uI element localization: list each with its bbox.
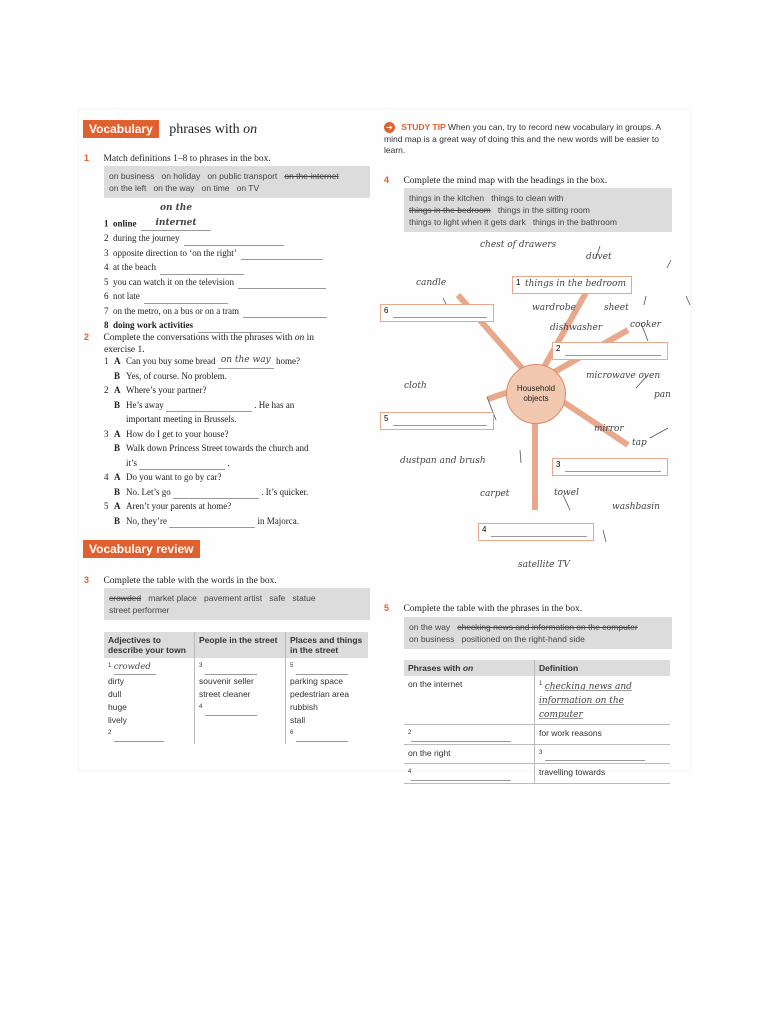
box-word: on business <box>409 634 455 644</box>
speaker: A <box>114 472 121 482</box>
table-row <box>404 724 670 744</box>
ex3-answer-1[interactable]: crowded <box>114 661 156 675</box>
box-word: pavement artist <box>204 593 263 603</box>
ex1-instruction: Match definitions 1–8 to phrases in the box. <box>103 154 271 164</box>
phrase-cell <box>404 676 535 724</box>
box-word: things to light when it gets dark <box>409 217 526 227</box>
ex3-col-adjectives: $^1$ crowded dirty dull huge lively $^2$ <box>104 658 195 744</box>
blank-number: 4 <box>408 769 412 776</box>
box-word: things to clean with <box>491 193 564 203</box>
ex2-line <box>104 353 374 369</box>
ex1-box-line1 <box>109 170 365 182</box>
box-word: statue <box>292 593 316 603</box>
line-text: important meeting in Brussels. <box>126 414 237 424</box>
box-word: on the way <box>153 183 195 193</box>
mm-word-mirror: mirror <box>594 424 624 434</box>
speaker: B <box>114 443 121 453</box>
mind-map-box-4[interactable]: 4 <box>478 523 594 541</box>
mind-map-box-3[interactable]: 3 <box>552 458 668 476</box>
vocabulary-badge: Vocabulary <box>83 120 159 138</box>
blank-number: 2 <box>408 729 412 736</box>
phrase-text: on the internet <box>408 679 463 689</box>
item-text: on the metro, on a bus or on a tram <box>113 305 239 316</box>
ex3-box-line2: street performer <box>109 605 170 615</box>
ex2-line <box>104 369 374 384</box>
ex1-item <box>104 275 374 290</box>
item-answer-blank[interactable]: on the internet <box>141 201 211 231</box>
ex1-item <box>104 260 374 275</box>
item-number: 5 <box>104 276 109 287</box>
mind-map-box-5[interactable]: 5 <box>380 412 494 430</box>
ex2-line <box>104 427 374 442</box>
ex1-item <box>104 231 374 246</box>
ex3-box-line1 <box>109 592 365 604</box>
speaker: B <box>114 370 121 381</box>
mm-word-cloth: cloth <box>404 381 427 391</box>
ex3-header <box>83 540 200 558</box>
speaker: A <box>114 356 121 366</box>
ex3-header-adjectives: Adjectives to describe your town <box>104 632 195 658</box>
table-cell-word: lively <box>108 714 127 725</box>
worksheet-page <box>78 108 692 778</box>
ex3-header-places: Places and things in the street <box>286 632 369 658</box>
line-number: 2 <box>104 385 109 395</box>
ex1-item <box>104 201 374 231</box>
ex3-word-box <box>104 588 370 620</box>
mm-word-dishwasher: dishwasher <box>550 323 603 333</box>
line-text: Aren’t your parents at home? <box>126 501 232 511</box>
table-row <box>404 764 670 784</box>
ex1-item <box>104 289 374 304</box>
mm-word-candle: candle <box>416 278 447 288</box>
item-number: 2 <box>104 233 109 243</box>
item-text: online <box>113 218 137 229</box>
phrase-cell <box>404 764 535 784</box>
ex1-instruction-row <box>84 148 374 166</box>
definition-text: travelling towards <box>539 767 606 778</box>
line-text-end: home? <box>273 356 300 366</box>
ex2-line <box>104 514 374 529</box>
ex1-header <box>83 120 257 138</box>
ex1-title: phrases with on <box>169 122 258 137</box>
ex1-word-box <box>104 166 370 198</box>
item-number: 8 <box>104 320 109 330</box>
mm-word-microwave-oven: microwave oven <box>586 371 661 381</box>
box-word: on time <box>201 183 230 193</box>
table-row <box>404 744 670 764</box>
box-word-struck: on the internet <box>284 171 339 181</box>
line-number: 5 <box>104 501 109 511</box>
phrase-cell <box>404 724 535 744</box>
mind-map-box-6[interactable]: 6 <box>380 304 494 322</box>
item-number: 3 <box>104 247 109 258</box>
box-word: market place <box>148 593 197 603</box>
ex3-number: 3 <box>84 575 90 585</box>
table-cell-word: souvenir seller <box>199 675 254 686</box>
ex2-line <box>104 383 374 398</box>
definition-cell <box>535 764 671 784</box>
ex5-box-line2 <box>409 633 667 645</box>
table-row <box>404 676 670 724</box>
line-text: it’s <box>126 457 138 468</box>
ex3-instruction: Complete the table with the words in the box. <box>103 576 277 586</box>
ex5-word-box <box>404 617 672 649</box>
box-word: on business <box>109 171 155 181</box>
table-cell-word: street cleaner <box>199 688 251 699</box>
line-text-end: . He has an <box>252 399 295 410</box>
line-text: How do I get to your house? <box>126 428 229 439</box>
study-tip-text: When you can, try to record new vocabulary in groups. A mind map is a great way of doing this and the new words will be easier to learn. <box>384 122 661 155</box>
mm-word-tap: tap <box>632 438 647 448</box>
box-word: on holiday <box>161 171 201 181</box>
ex2-line <box>104 398 374 413</box>
answer-blank[interactable]: on the way <box>218 353 274 369</box>
table-cell-word: pedestrian area <box>290 688 350 699</box>
blank-number: 3 <box>539 749 543 756</box>
ex2-instruction-row <box>84 327 374 355</box>
mm-word-pan: pan <box>654 390 671 400</box>
speaker: B <box>114 399 121 410</box>
speaker: A <box>114 501 121 511</box>
definition-blank[interactable] <box>545 760 645 761</box>
item-text: you can watch it on the television <box>113 276 234 287</box>
definition-text[interactable]: checking news and information on the computer <box>539 681 632 720</box>
line-text-end: . It’s quicker. <box>259 486 309 497</box>
table-cell-word: stall <box>290 714 306 725</box>
blank-number: 1 <box>539 681 543 687</box>
ex5-instruction-row <box>384 598 674 616</box>
speaker: B <box>114 486 121 497</box>
table-cell-word: huge <box>108 701 127 712</box>
mm-word-washbasin: washbasin <box>612 502 660 512</box>
ex3-blank-6[interactable] <box>296 741 348 742</box>
item-text: at the beach <box>113 262 156 272</box>
item-text: doing work activities <box>113 320 193 330</box>
ex4-word-box <box>404 188 672 232</box>
ex5-instruction: Complete the table with the phrases in the box. <box>403 604 583 614</box>
ex4-box-line1 <box>409 192 667 204</box>
mm-word-wardrobe: wardrobe <box>532 303 576 313</box>
ex3-blank-4[interactable] <box>205 715 257 716</box>
definition-cell <box>535 724 671 744</box>
ex4-instruction: Complete the mind map with the headings in the box. <box>403 176 608 186</box>
table-cell-word: parking space <box>290 675 343 686</box>
ex4-instruction-row <box>384 170 674 188</box>
ex2-line <box>104 412 374 427</box>
vocabulary-review-badge: Vocabulary review <box>83 540 200 558</box>
ex2-conversation-list <box>104 353 374 528</box>
mind-map-center: Household objects <box>506 364 566 424</box>
line-number: 1 <box>104 356 109 366</box>
definition-cell <box>535 744 671 764</box>
line-text: Walk down Princess Street towards the church and <box>126 443 309 453</box>
line-text: No. Let’s go <box>126 486 171 497</box>
ex5-box-line1: on the way checking news and information on the computer <box>409 622 638 632</box>
ex2-line <box>104 441 374 456</box>
line-text-end: . <box>225 457 230 468</box>
ex3-table <box>104 632 368 744</box>
answer-blank[interactable] <box>169 527 255 528</box>
item-number: 1 <box>104 218 109 229</box>
ex1-number: 1 <box>84 153 90 163</box>
speaker: A <box>114 428 121 439</box>
phrase-blank[interactable] <box>411 780 511 781</box>
line-text-end: in Majorca. <box>255 515 299 526</box>
box-word: things in the bathroom <box>532 217 617 227</box>
ex3-header-people: People in the street <box>195 632 286 658</box>
mm-word-dustpan-and-brush: dustpan and brush <box>400 456 486 466</box>
ex2-line <box>104 470 374 485</box>
ex1-item <box>104 304 374 319</box>
ex2-line <box>104 485 374 500</box>
box-word: positioned on the right-hand side <box>461 634 585 644</box>
ex2-line <box>104 499 374 514</box>
box-word: on the left <box>109 183 147 193</box>
item-answer-blank[interactable] <box>241 259 323 260</box>
item-number: 6 <box>104 291 109 301</box>
mm-word-carpet: carpet <box>480 489 510 499</box>
ex1-definition-list <box>104 201 374 333</box>
mm-word-satellite-tv: satellite TV <box>518 560 570 570</box>
ex4-box-line2: things in the bedroom things in the sitting room <box>409 205 590 215</box>
ex2-instruction: Complete the conversations with the phrases with on in <box>103 333 315 343</box>
speaker: B <box>114 515 121 526</box>
box-word: on public transport <box>207 171 278 181</box>
ex5-header-definition: Definition <box>535 660 671 676</box>
box-word: safe <box>269 593 286 603</box>
item-answer-blank[interactable] <box>238 288 326 289</box>
phrase-cell <box>404 744 535 764</box>
mm-word-duvet: duvet <box>586 252 612 262</box>
mind-map-box-2[interactable]: 2 <box>552 342 668 360</box>
ex2-line <box>104 456 374 471</box>
phrase-blank[interactable] <box>411 741 511 742</box>
arrow-right-icon: ➔ <box>384 122 395 133</box>
line-text: No, they’re <box>126 515 167 526</box>
item-number: 4 <box>104 262 109 272</box>
mm-word-chest-of-drawers: chest of drawers <box>480 240 557 250</box>
ex5-number: 5 <box>384 603 390 613</box>
phrase-text: on the right <box>408 747 451 758</box>
item-text: opposite direction to ‘on the right’ <box>113 247 237 258</box>
line-text: Yes, of course. No problem. <box>126 370 227 381</box>
box-word-struck: crowded <box>109 593 142 603</box>
box-word: on TV <box>236 183 260 193</box>
ex2-number: 2 <box>84 332 90 342</box>
item-text: during the journey <box>113 233 180 243</box>
item-text: not late <box>113 291 140 301</box>
study-tip-label: STUDY TIP <box>401 122 446 132</box>
mm-word-sheet: sheet <box>604 303 629 313</box>
definition-cell <box>535 676 671 724</box>
table-cell-word: dirty <box>108 675 125 686</box>
line-text: Where’s your partner? <box>126 385 207 395</box>
line-number: 3 <box>104 428 109 439</box>
ex1-box-line2 <box>109 182 365 194</box>
ex2-instruction-cont: exercise 1. <box>104 345 145 355</box>
table-cell-word: rubbish <box>290 701 318 712</box>
line-text: Can you buy some bread <box>126 356 216 366</box>
ex5-table <box>404 660 670 784</box>
ex4-box-line3 <box>409 216 667 228</box>
study-tip <box>384 122 669 157</box>
definition-text: for work reasons <box>539 727 602 738</box>
table-cell-word: dull <box>108 688 122 699</box>
mind-map-box-1[interactable]: 1 things in the bedroom <box>512 276 632 294</box>
line-text: Do you want to go by car? <box>126 472 222 482</box>
ex5-header-phrases: Phrases with on <box>404 660 535 676</box>
ex1-item <box>104 246 374 261</box>
ex4-number: 4 <box>384 175 390 185</box>
line-text: He’s away <box>126 399 164 410</box>
speaker: A <box>114 385 121 395</box>
ex3-instruction-row <box>84 570 374 588</box>
ex3-col-people: $^3$ souvenir seller street cleaner $^4$ <box>195 658 286 744</box>
ex3-blank-2[interactable] <box>114 741 164 742</box>
box-word: things in the kitchen <box>409 193 485 203</box>
mm-word-towel: towel <box>554 488 579 498</box>
mm-word-cooker: cooker <box>630 320 661 330</box>
item-number: 7 <box>104 305 109 316</box>
line-number: 4 <box>104 472 109 482</box>
ex3-col-places: $^5$ parking space pedestrian area rubbish stall $^6$ <box>286 658 369 744</box>
